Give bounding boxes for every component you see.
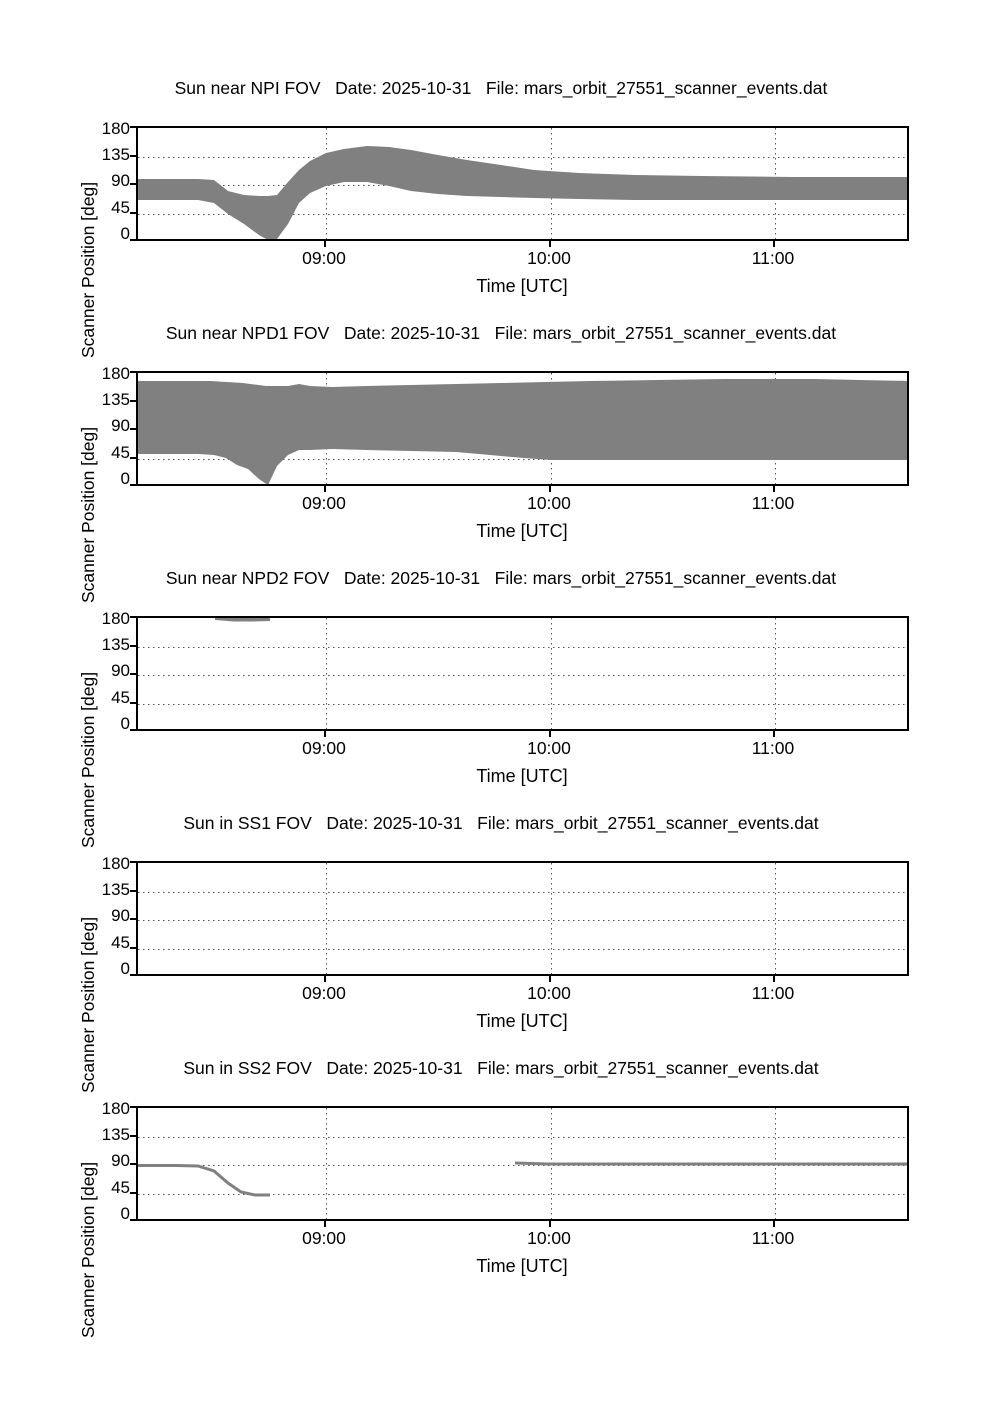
plot-area-npi — [136, 126, 909, 241]
tick — [130, 974, 136, 976]
y-tick-label: 90 — [111, 661, 130, 680]
tick — [130, 400, 136, 402]
y-tick-label: 90 — [111, 1151, 130, 1170]
tick — [773, 731, 775, 737]
x-tick-label: 11:00 — [751, 493, 795, 513]
tick — [773, 1221, 775, 1227]
x-tick-label: 09:00 — [302, 493, 346, 513]
y-tick-label: 0 — [120, 959, 130, 978]
x-tick-label: 11:00 — [751, 1228, 795, 1248]
y-tick-label: 0 — [120, 714, 130, 733]
tick — [130, 1106, 136, 1108]
tick — [130, 155, 136, 157]
tick — [549, 731, 551, 737]
tick — [130, 673, 136, 675]
panel-ss2 — [0, 1058, 1002, 1338]
x-axis-label: Time [UTC] — [476, 766, 568, 786]
series-area-npi — [138, 128, 909, 241]
tick — [773, 486, 775, 492]
tick — [130, 918, 136, 920]
tick — [130, 702, 136, 704]
y-tick-label: 45 — [111, 933, 130, 952]
tick — [130, 616, 136, 618]
tick — [130, 729, 136, 731]
x-tick-label: 10:00 — [527, 1228, 571, 1248]
plot-area-npd2 — [136, 616, 909, 731]
tick — [130, 1163, 136, 1165]
tick — [130, 1219, 136, 1221]
tick — [130, 428, 136, 430]
y-tick-label: 45 — [111, 443, 130, 462]
tick — [549, 486, 551, 492]
tick — [130, 1135, 136, 1137]
tick — [130, 126, 136, 128]
panel-title: Sun near NPD2 FOV Date: 2025-10-31 File: mars_orbit_27551_scanner_events.dat — [165, 568, 837, 588]
tick — [324, 1221, 326, 1227]
plot-area-ss1 — [136, 861, 909, 976]
series-area-ss1 — [138, 863, 909, 976]
y-tick-label: 90 — [111, 416, 130, 435]
series-line-ss2 — [138, 1108, 909, 1221]
series-area-npd2 — [138, 618, 909, 731]
y-tick-label: 135 — [101, 145, 130, 164]
x-tick-label: 11:00 — [751, 248, 795, 268]
plot-area-ss2 — [136, 1106, 909, 1221]
tick — [130, 457, 136, 459]
tick — [773, 241, 775, 247]
panel-title: Sun in SS2 FOV Date: 2025-10-31 File: mars_orbit_27551_scanner_events.dat — [183, 1058, 819, 1078]
y-tick-label: 180 — [101, 1099, 130, 1118]
tick — [324, 976, 326, 982]
x-tick-label: 09:00 — [302, 983, 346, 1003]
y-tick-label: 135 — [101, 1125, 130, 1144]
y-tick-label: 135 — [101, 390, 130, 409]
x-axis-label: Time [UTC] — [476, 1011, 568, 1031]
y-tick-label: 0 — [120, 1204, 130, 1223]
y-tick-label: 45 — [111, 688, 130, 707]
tick — [324, 486, 326, 492]
y-tick-label: 180 — [101, 119, 130, 138]
x-tick-label: 09:00 — [302, 1228, 346, 1248]
tick — [130, 212, 136, 214]
tick — [549, 241, 551, 247]
tick — [549, 976, 551, 982]
y-tick-label: 90 — [111, 171, 130, 190]
tick — [324, 241, 326, 247]
x-tick-label: 10:00 — [527, 248, 571, 268]
x-axis-label: Time [UTC] — [476, 1256, 568, 1276]
x-tick-label: 09:00 — [302, 738, 346, 758]
y-tick-label: 180 — [101, 854, 130, 873]
y-tick-label: 135 — [101, 635, 130, 654]
x-tick-label: 10:00 — [527, 493, 571, 513]
y-tick-label: 45 — [111, 198, 130, 217]
tick — [130, 890, 136, 892]
y-axis-label: Scanner Position [deg] — [78, 1161, 98, 1338]
x-axis-label: Time [UTC] — [476, 276, 568, 296]
y-tick-label: 180 — [101, 364, 130, 383]
y-axis-label: Scanner Position [deg] — [78, 426, 98, 603]
tick — [130, 484, 136, 486]
y-tick-label: 180 — [101, 609, 130, 628]
y-axis-label: Scanner Position [deg] — [78, 671, 98, 848]
y-axis-label: Scanner Position [deg] — [78, 916, 98, 1093]
x-axis-label: Time [UTC] — [476, 521, 568, 541]
x-tick-label: 10:00 — [527, 983, 571, 1003]
y-tick-label: 0 — [120, 224, 130, 243]
y-tick-label: 0 — [120, 469, 130, 488]
panel-title: Sun near NPD1 FOV Date: 2025-10-31 File: mars_orbit_27551_scanner_events.dat — [165, 323, 837, 343]
x-tick-label: 09:00 — [302, 248, 346, 268]
tick — [324, 731, 326, 737]
tick — [130, 645, 136, 647]
tick — [130, 371, 136, 373]
y-tick-label: 45 — [111, 1178, 130, 1197]
x-tick-label: 10:00 — [527, 738, 571, 758]
tick — [773, 976, 775, 982]
tick — [549, 1221, 551, 1227]
panel-title: Sun in SS1 FOV Date: 2025-10-31 File: mars_orbit_27551_scanner_events.dat — [183, 813, 819, 833]
tick — [130, 1192, 136, 1194]
plot-area-npd1 — [136, 371, 909, 486]
y-tick-label: 90 — [111, 906, 130, 925]
tick — [130, 861, 136, 863]
y-axis-label: Scanner Position [deg] — [78, 181, 98, 358]
y-tick-label: 135 — [101, 880, 130, 899]
x-tick-label: 11:00 — [751, 983, 795, 1003]
panel-title: Sun near NPI FOV Date: 2025-10-31 File: mars_orbit_27551_scanner_events.dat — [174, 78, 828, 98]
x-tick-label: 11:00 — [751, 738, 795, 758]
tick — [130, 947, 136, 949]
tick — [130, 239, 136, 241]
series-area-npd1 — [138, 373, 909, 486]
tick — [130, 183, 136, 185]
